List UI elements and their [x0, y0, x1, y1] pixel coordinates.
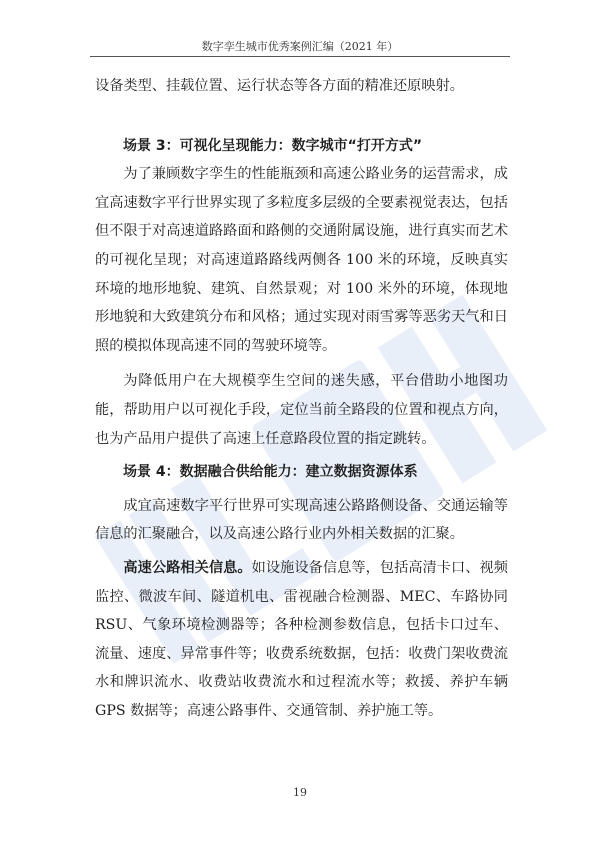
page-body: [95, 72, 508, 725]
running-header: 数字孪生城市优秀案例汇编（2021 年）: [201, 40, 399, 53]
heading-scene-3: 场景 3：可视化呈现能力：数字城市“打开方式”: [123, 137, 423, 154]
paragraph-minimap: 为降低用户在大规模孪生空间的迷失感，平台借助小地图功能，帮助用户以可视化手段，定位当前全路段的位置和视点方向，也为产品用户提供了高速上任意路段位置的指定跳转。: [95, 373, 508, 447]
paragraph-data-fusion: 成宜高速数字平行世界可实现高速公路路侧设备、交通运输等信息的汇聚融合，以及高速公路行业内外相关数据的汇聚。: [95, 497, 508, 543]
paragraph-visualization: 为了兼顾数字孪生的性能瓶颈和高速公路业务的运营需求，成宜高速数字平行世界实现了多粒度多层级的全要素视觉表达，包括但不限于对高速道路路面和路侧的交通附属设施，进行真实而艺术的可视化呈现；对高速道路路线两侧各 100 米的环境，反映真实环境的地形地貌、建筑、自然景观；对 100 米外的环境，体现地形地貌和大致建筑分布和风格；通过实现对雨雪雾等恶劣天气和日照的模拟体现高速不同的驾驶环境等。: [95, 166, 508, 354]
paragraph-continuation: 设备类型、挂载位置、运行状态等各方面的精准还原映射。: [95, 78, 464, 94]
header-rule: [90, 56, 510, 57]
highway-info-text: 如设施设备信息等，包括高清卡口、视频监控、微波车间、隧道机电、雷视融合检测器、MEC、车路协同 RSU、气象环境检测器等；各种检测参数信息，包括卡口过车、流量、速度、异常事件等；收费系统数据，包括：收费门架收费流水和牌识流水、收费站收费流水和过程流水等；救援、养护车辆 GPS 数据等；高速公路事件、交通管制、养护施工等。: [95, 559, 508, 719]
run-in-label: 高速公路相关信息。: [123, 559, 252, 576]
heading-scene-4: 场景 4：数据融合供给能力：建立数据资源体系: [123, 464, 418, 481]
page-number: 19: [293, 786, 307, 799]
paragraph-highway-info: [95, 554, 508, 726]
